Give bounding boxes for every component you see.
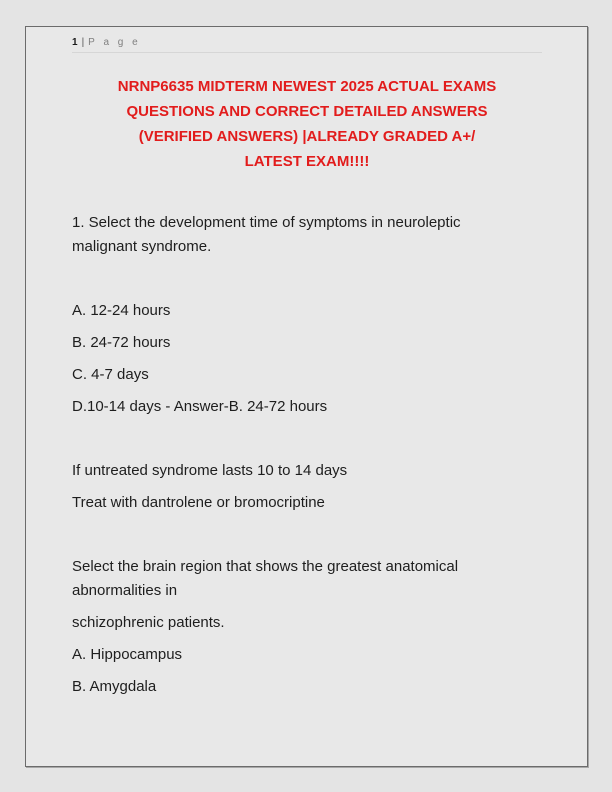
q1-line-1: 1. Select the development time of symptoms in neuroleptic	[72, 214, 461, 231]
q1-line-2: malignant syndrome.	[72, 238, 212, 255]
title-line-4: LATEST EXAM!!!!	[244, 153, 370, 170]
q1-option-c: C. 4-7 days	[72, 366, 149, 383]
q2-option-a: A. Hippocampus	[72, 646, 183, 663]
q2-option-b: B. Amygdala	[72, 678, 157, 695]
title-line-3: (VERIFIED ANSWERS) |ALREADY GRADED A+/	[138, 128, 476, 145]
q1-option-a: A. 12-24 hours	[72, 302, 171, 319]
q1-option-d-answer: D.10-14 days - Answer-B. 24-72 hours	[72, 398, 328, 415]
page-label: P a g e	[88, 37, 141, 48]
q2-line-1: Select the brain region that shows the greatest anatomical	[72, 558, 459, 575]
page-content	[26, 27, 587, 699]
note-duration: If untreated syndrome lasts 10 to 14 days	[72, 462, 348, 479]
title-line-1: NRNP6635 MIDTERM NEWEST 2025 ACTUAL EXAMS	[117, 78, 497, 95]
page-header	[72, 37, 542, 53]
document-page	[25, 26, 588, 767]
document-title	[72, 74, 542, 174]
header-separator: |	[81, 37, 85, 48]
note-treatment: Treat with dantrolene or bromocriptine	[72, 494, 325, 511]
document-body	[72, 211, 542, 699]
q2-line-3: schizophrenic patients.	[72, 614, 225, 631]
page-number: 1	[72, 37, 78, 48]
q2-line-2: abnormalities in	[72, 582, 178, 599]
title-line-2: QUESTIONS AND CORRECT DETAILED ANSWERS	[126, 103, 488, 120]
q1-option-b: B. 24-72 hours	[72, 334, 171, 351]
